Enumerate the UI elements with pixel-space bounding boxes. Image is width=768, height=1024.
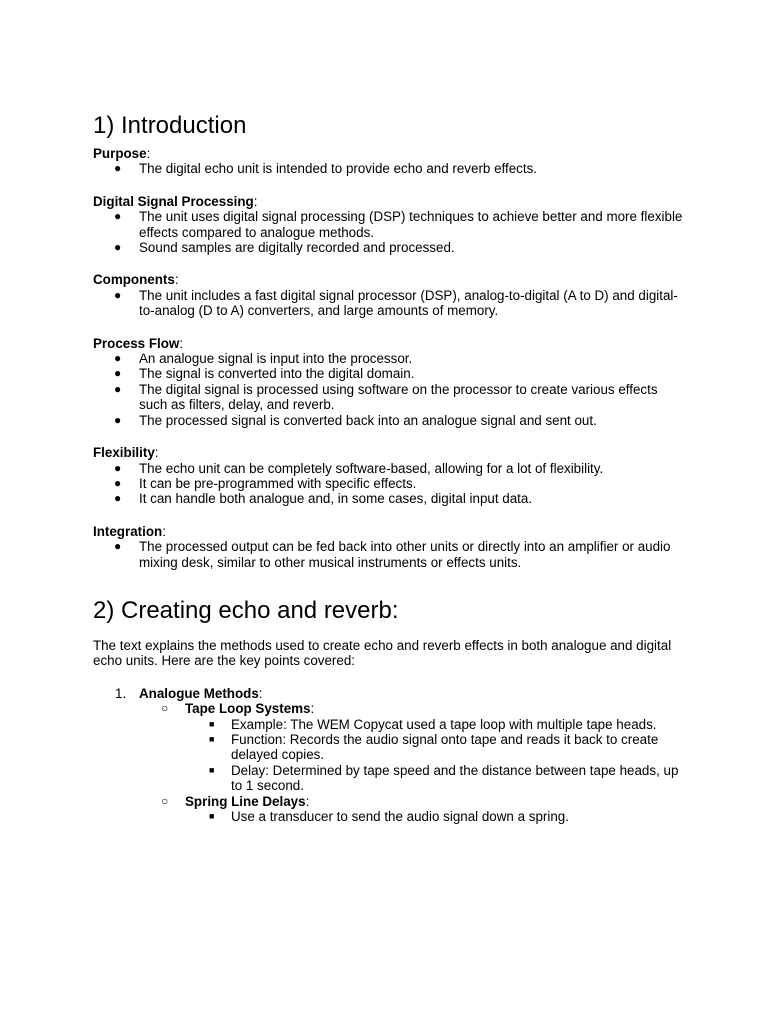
sublist-analogue-methods bbox=[139, 701, 683, 824]
list-item: ● The processed signal is converted back into an analogue signal and sent out. bbox=[114, 412, 597, 428]
bullet-list-flexibility bbox=[93, 461, 683, 507]
sublist-spring-line-points bbox=[185, 809, 683, 824]
bullet-dot-icon: ● bbox=[114, 366, 122, 381]
bullet-list-purpose bbox=[93, 161, 683, 176]
bullet-square-icon: ■ bbox=[209, 733, 215, 744]
label-tape-loop-systems: Tape Loop Systems bbox=[185, 701, 311, 717]
list-item-analogue-methods: 1. Analogue Methods: ○ Tape Loop Systems: ■ Example: The WEM Copycat used a tape loop with multiple tape heads. ■ Function: Records the audio signal onto tape and reads it back to create delayed copies. ■ Delay: Determined by tape speed and the distance between tape heads, up to 1 second. ○ Spring Line Delays: ■ Use a transducer to send the audio signal down a spring. bbox=[93, 686, 683, 825]
bullet-list-dsp bbox=[93, 209, 683, 255]
bullet-square-icon: ■ bbox=[209, 764, 215, 775]
bullet-dot-icon: ● bbox=[114, 412, 122, 427]
list-item: ● The echo unit can be completely software-based, allowing for a lot of flexibility. bbox=[114, 460, 604, 476]
list-item: ● It can handle both analogue and, in some cases, digital input data. bbox=[114, 491, 533, 507]
label-flexibility-text: Flexibility bbox=[93, 445, 155, 461]
bullet-list-process-flow bbox=[93, 351, 683, 428]
label-dsp-text: Digital Signal Processing bbox=[93, 193, 254, 209]
list-item: ● Sound samples are digitally recorded and processed. bbox=[114, 240, 455, 256]
label-digital-signal-processing: Digital Signal Processing: bbox=[93, 193, 258, 209]
label-analogue-methods: Analogue Methods bbox=[139, 685, 259, 701]
label-process-flow-text: Process Flow bbox=[93, 335, 180, 351]
bullet-dot-icon: ● bbox=[114, 475, 122, 490]
list-item: ■ Use a transducer to send the audio signal down a spring. bbox=[209, 809, 569, 824]
list-item: ■ Function: Records the audio signal onto tape and reads it back to create delayed copies. bbox=[209, 731, 659, 763]
list-item-tape-loop-systems: ○ Tape Loop Systems: ■ Example: The WEM Copycat used a tape loop with multiple tape heads. ■ Function: Records the audio signal onto tape and reads it back to create delayed copies. ■ Delay: Determined by tape speed and the distance between tape heads, up to 1 second. bbox=[139, 701, 683, 793]
list-item-spring-line-delays: ○ Spring Line Delays: ■ Use a transducer to send the audio signal down a spring. bbox=[139, 794, 683, 825]
document-content bbox=[93, 111, 683, 824]
bullet-dot-icon: ● bbox=[114, 240, 122, 255]
label-components-text: Components bbox=[93, 272, 175, 288]
label-purpose-text: Purpose bbox=[93, 146, 147, 161]
bullet-square-icon: ■ bbox=[209, 718, 215, 729]
list-item: ● It can be pre-programmed with specific effects. bbox=[114, 475, 417, 491]
list-number: 1. bbox=[115, 685, 127, 701]
bullet-dot-icon: ● bbox=[114, 209, 122, 224]
list-item: ● The signal is converted into the digital domain. bbox=[114, 366, 415, 382]
label-purpose: Purpose: bbox=[93, 146, 151, 161]
sublist-tape-loop-points bbox=[185, 717, 683, 794]
section-introduction-body bbox=[93, 146, 683, 570]
list-item: ● The unit includes a fast digital signal processor (DSP), analog-to-digital (A to D) and digital-to-analog (D to A) converters, and large amounts of memory. bbox=[114, 287, 678, 319]
bullet-square-icon: ■ bbox=[209, 811, 215, 821]
label-components: Components: bbox=[93, 272, 179, 288]
bullet-circle-icon: ○ bbox=[161, 793, 169, 808]
list-item: ■ Delay: Determined by tape speed and the distance between tape heads, up to 1 second. bbox=[209, 762, 679, 794]
label-integration: Integration: bbox=[93, 523, 166, 539]
label-process-flow: Process Flow: bbox=[93, 335, 184, 351]
bullet-dot-icon: ● bbox=[114, 287, 122, 302]
bullet-list-integration bbox=[93, 539, 683, 570]
list-item: ● The processed output can be fed back into other units or directly into an amplifier or audio mixing desk, similar to other musical instruments or effects units. bbox=[114, 539, 671, 570]
numbered-list-methods bbox=[93, 686, 683, 825]
bullet-circle-icon: ○ bbox=[161, 701, 169, 716]
bullet-dot-icon: ● bbox=[114, 381, 122, 396]
bullet-dot-icon: ● bbox=[114, 539, 122, 554]
list-item: ● The digital echo unit is intended to provide echo and reverb effects. bbox=[114, 161, 538, 177]
list-item: ■ Example: The WEM Copycat used a tape loop with multiple tape heads. bbox=[209, 716, 657, 732]
bullet-dot-icon: ● bbox=[114, 460, 122, 475]
list-item: ● The unit uses digital signal processing (DSP) techniques to achieve better and more flexible effects compared to analogue methods. bbox=[114, 209, 683, 240]
list-item: ● An analogue signal is input into the processor. bbox=[114, 351, 413, 367]
section-heading-creating-echo-reverb: 2) Creating echo and reverb: bbox=[93, 596, 399, 624]
label-flexibility: Flexibility: bbox=[93, 445, 159, 461]
section-heading-introduction: 1) Introduction bbox=[93, 112, 247, 139]
section-intro-paragraph: The text explains the methods used to create echo and reverb effects in both analogue and digital echo units. Here are the key points covered: bbox=[93, 637, 672, 669]
label-integration-text: Integration bbox=[93, 523, 163, 539]
bullet-dot-icon: ● bbox=[114, 491, 122, 506]
bullet-list-components bbox=[93, 288, 683, 319]
label-spring-line-delays: Spring Line Delays bbox=[185, 793, 306, 809]
list-item: ● The digital signal is processed using software on the processor to create various effects such as filters, delay, and reverb. bbox=[114, 381, 658, 413]
bullet-dot-icon: ● bbox=[114, 161, 122, 176]
bullet-dot-icon: ● bbox=[114, 351, 122, 366]
